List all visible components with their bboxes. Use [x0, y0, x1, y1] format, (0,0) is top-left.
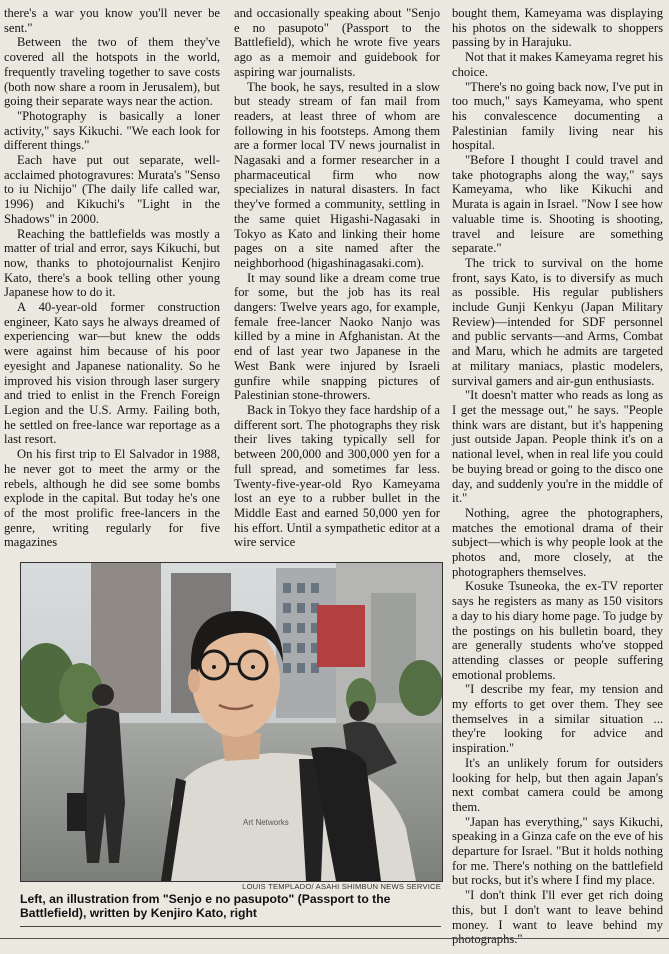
news-photo [20, 562, 443, 882]
paragraph: The book, he says, resulted in a slow but steady stream of fan mail from readers, at least three of whom are following in his footsteps. Among them are a former local TV news journalist in Nagasaki and a former researcher in a pharmaceutical firm who now specializes in natural disasters. In fact they've formed a community, settling in the same quiet Higashi-Nagasaki in Tokyo as Kato and linking their home pages on a site named after the neighborhood (higashinagasaki.com). [234, 79, 440, 270]
divider [20, 926, 441, 927]
photo-illustration [21, 563, 442, 881]
paragraph: "Before I thought I could travel and take photographs along the way," says Kameyama, who like Kikuchi and Murata is again in Israel. "Now I see how valuable time is. Shooting is shooting, travel and leisure are something separate." [452, 153, 663, 256]
photo-caption: Left, an illustration from "Senjo e no pasupoto" (Passport to the Battlefield), written by Kenjiro Kato, right [20, 892, 391, 921]
paragraph: "There's no going back now, I've put in too much," says Kameyama, who spent his convalescence documenting a Palestinian family living near his hospital. [452, 79, 663, 153]
divider [0, 938, 669, 939]
article-column-1 [4, 6, 220, 550]
paragraph: The trick to survival on the home front, says Kato, is to diversify as much as possible. His regular publishers include Gunji Kenkyu (Japan Military Review)—intended for SDF personnel and public servants—and Arms, Combat and Maru, which he admits are targeted at military maniacs, plastic modelers, survival gamers and air-gun enthusiasts. [452, 255, 663, 388]
paragraph: "I don't think I'll ever get rich doing this, but I don't want to leave behind money. I want to leave behind my photographs." [452, 888, 663, 947]
paragraph: It may sound like a dream come true for some, but the job has its real dangers: Twelve years ago, for example, female free-lancer Naoko Nanjo was killed by a mine in Afghanistan. At the end of last year two Japanese in the West Bank were injured by Israeli gunfire while snapping pictures of Palestinian stone-throwers. [234, 270, 440, 403]
paragraph: Nothing, agree the photographers, matches the emotional drama of their subject—which is why people look at the photos and, more closely, at the photographers themselves. [452, 505, 663, 579]
paragraph: bought them, Kameyama was displaying his photos on the sidewalk to shoppers passing by in Harajuku. [452, 6, 663, 50]
paragraph: Not that it makes Kameyama regret his choice. [452, 50, 663, 79]
paragraph: "I describe my fear, my tension and my efforts to get over them. They see themselves in a similar situation ... they're looking for advice and inspiration." [452, 682, 663, 756]
photo-credit: LOUIS TEMPLADO/ ASAHI SHIMBUN NEWS SERVICE [242, 882, 441, 891]
red-billboard [317, 605, 365, 667]
article-column-3 [452, 6, 663, 947]
paragraph: "It doesn't matter who reads as long as I get the message out," he says. "People think wars are distant, but it's happening just outside Japan. People think it's on a national level, when in real life you could be buying bread or going to the disco one day, and suddenly you're in the middle of it." [452, 388, 663, 506]
paragraph: there's a war you know you'll never be sent." [4, 6, 220, 35]
paragraph: Between the two of them they've covered all the hotspots in the world, frequently traveling together to save costs (both now share a room in Jerusalem), but going their separate ways near the action. [4, 35, 220, 109]
paragraph: "Photography is basically a loner activity," says Kikuchi. "We each look for different things." [4, 108, 220, 153]
paragraph: It's an unlikely forum for outsiders looking for help, but then again Japan's next combat camera could be among them. [452, 755, 663, 814]
paragraph: and occasionally speaking about "Senjo e no pasupoto" (Passport to the Battlefield), which he wrote five years ago as a memoir and guidebook for aspiring war journalists. [234, 6, 440, 79]
paragraph: A 40-year-old former construction engineer, Kato says he always dreamed of experiencing war—but knew the odds were against him because of his poor eyesight and Japanese nationality. So he improved his vision through laser surgery and tried to enlist in the French Foreign Legion and the U.S. Army. Failing both, he settled on free-lance war reportage as a last resort. [4, 300, 220, 447]
paragraph: Each have put out separate, well-acclaimed photogravures: Murata's "Senso to iu Nichijo" (The daily life called war, 1996) and Kikuchi's "Light in the Shadows" in 2000. [4, 153, 220, 226]
paragraph: Reaching the battlefields was mostly a matter of trial and error, says Kikuchi, but now, thanks to photojournalist Kenjiro Kato, there's a book telling other young Japanese how to do it. [4, 226, 220, 300]
paragraph: "Japan has everything," says Kikuchi, speaking in a Ginza cafe on the eve of his departure for Israel. "But it holds nothing for me. There's nothing on the battlefield but rocks, but it's where I find my place. [452, 814, 663, 888]
paragraph: On his first trip to El Salvador in 1988, he never got to meet the army or the rebels, although he did see some bombs explode in the capital. But today he's one of the most prolific free-lancers in the genre, writing regularly for five magazines [4, 447, 220, 550]
paragraph: Back in Tokyo they face hardship of a different sort. The photographs they risk their lives taking typically sell for between 200,000 and 300,000 yen for a full spread, and sometimes far less. Twenty-five-year-old Ryo Kameyama lost an eye to a rubber bullet in the Middle East and earned 50,000 yen for his effort. Until a sympathetic editor at a wire service [234, 402, 440, 550]
shirt-logo-text: Art Networks [243, 818, 289, 827]
article-column-2 [234, 6, 440, 550]
paragraph: Kosuke Tsuneoka, the ex-TV reporter says he registers as many as 150 visitors a day to his diary home page. To judge by the postings on his bulletin board, they are generally students who've stopped attending classes or people suffering emotional problems. [452, 579, 663, 682]
